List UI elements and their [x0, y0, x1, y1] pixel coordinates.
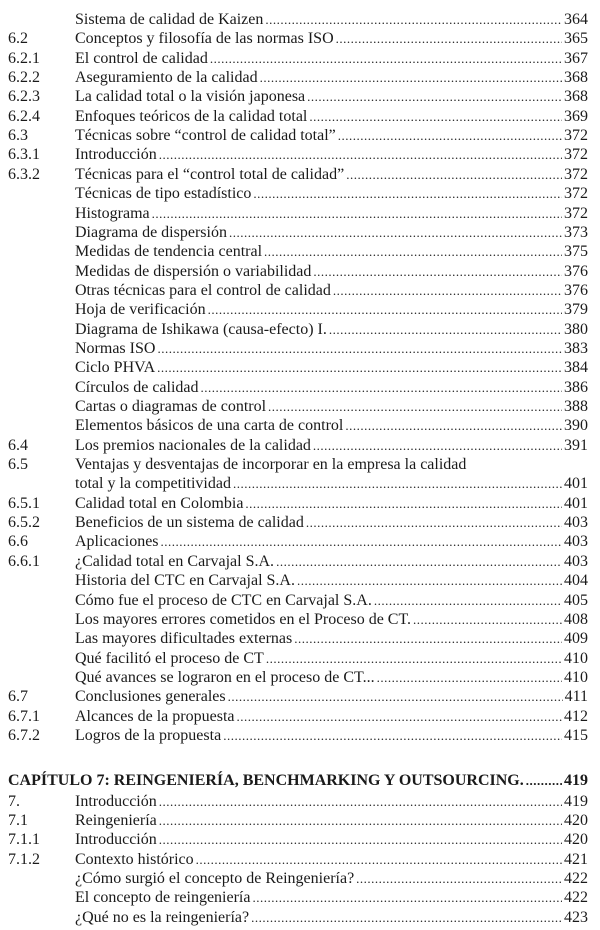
toc-entry [0, 416, 600, 436]
dot-leader [306, 513, 562, 533]
entry-title: El control de calidad [75, 49, 208, 67]
page-number: 403 [564, 552, 588, 570]
entry-title: Aseguramiento de la calidad [75, 69, 258, 87]
page-number: 373 [564, 223, 588, 241]
dot-leader [309, 107, 562, 127]
page-number: 411 [564, 688, 588, 706]
dot-leader [159, 830, 562, 850]
entry-title: CAPÍTULO 7: REINGENIERÍA, BENCHMARKING Y OUTSOURCING. [8, 772, 524, 790]
toc-entry [0, 552, 600, 572]
section-number: 7.1.2 [8, 850, 40, 868]
dot-leader [260, 68, 562, 88]
page-number: 403 [564, 514, 588, 532]
toc-entry [0, 126, 600, 146]
toc-entry [0, 726, 600, 746]
dot-leader [201, 378, 562, 398]
dot-leader [251, 908, 562, 928]
section-number: 6.2.4 [8, 107, 40, 125]
section-number: 6.6 [8, 533, 28, 551]
dot-leader [159, 792, 562, 812]
page-number: 401 [564, 475, 588, 493]
page-number: 372 [564, 185, 588, 203]
page-number: 404 [564, 572, 588, 590]
page-number: 421 [564, 850, 588, 868]
page-number: 369 [564, 107, 588, 125]
entry-title: Diagrama de dispersión [75, 223, 227, 241]
section-number: 6.3.2 [8, 165, 40, 183]
toc-entry [0, 223, 600, 243]
dot-leader [265, 10, 562, 30]
page-number: 368 [564, 69, 588, 87]
entry-title: Introducción [75, 831, 157, 849]
dot-leader [307, 87, 562, 107]
page-number: 412 [564, 707, 588, 725]
toc-entry [0, 145, 600, 165]
dot-leader [333, 281, 562, 301]
toc-entry [0, 830, 600, 850]
entry-title: Logros de la propuesta [75, 726, 222, 744]
dot-leader [294, 629, 562, 649]
toc-entry [0, 610, 600, 630]
page-number: 380 [564, 320, 588, 338]
page-number: 410 [564, 668, 588, 686]
entry-title: Qué avances se lograron en el proceso de CT... [75, 668, 375, 686]
page-number: 419 [564, 772, 588, 790]
toc-entry [0, 792, 600, 812]
dot-leader [233, 474, 562, 494]
toc-entry [0, 10, 600, 30]
dot-leader [245, 494, 562, 514]
section-number: 6.6.1 [8, 552, 40, 570]
entry-title: ¿Calidad total en Carvajal S.A. [75, 552, 275, 570]
entry-title: Histograma [75, 204, 150, 222]
dot-leader [266, 649, 562, 669]
dot-leader [374, 591, 562, 611]
dot-leader [253, 184, 562, 204]
dot-leader [229, 223, 562, 243]
page-number: 408 [564, 610, 588, 628]
entry-title: Reingeniería [75, 812, 157, 829]
toc-entry [0, 811, 600, 831]
page-number: 376 [564, 262, 588, 280]
entry-title: Qué facilitó el proceso de CT [75, 649, 264, 667]
section-number: 7. [8, 792, 20, 810]
toc-entry [0, 908, 600, 928]
page-number: 403 [564, 533, 588, 551]
entry-title: Técnicas de tipo estadístico [75, 185, 252, 203]
entry-title: Los mayores errores cometidos en el Proceso de CT. [75, 610, 412, 628]
entry-title: Conclusiones generales [75, 688, 226, 706]
toc-entry [0, 358, 600, 378]
section-number: 6.2.2 [8, 69, 40, 87]
page-number: 375 [564, 243, 588, 261]
toc-entry [0, 494, 600, 514]
entry-title: Calidad total en Colombia [75, 494, 244, 512]
page-number: 367 [564, 49, 588, 67]
toc-entry [0, 262, 600, 282]
entry-title: Introducción [75, 146, 157, 164]
section-number: 6.7.2 [8, 726, 40, 744]
section-number: 6.4 [8, 436, 28, 454]
dot-leader [297, 571, 562, 591]
section-number: 7.1 [8, 812, 28, 829]
toc-entry [0, 888, 600, 908]
entry-title: Medidas de tendencia central [75, 243, 263, 261]
toc-entry [0, 629, 600, 649]
page-number: 390 [564, 417, 588, 435]
dot-leader [338, 126, 562, 146]
toc-entry [0, 107, 600, 127]
toc-entry [0, 513, 600, 533]
section-number: 6.2.3 [8, 88, 40, 106]
dot-leader [276, 552, 562, 572]
entry-title: Enfoques teóricos de la calidad total [75, 107, 308, 125]
page-number: 401 [564, 494, 588, 512]
entry-title: Hoja de verificación [75, 301, 206, 319]
toc-entry [0, 591, 600, 611]
page-number: 379 [564, 301, 588, 319]
dot-leader [196, 850, 562, 870]
toc-entry [0, 474, 600, 494]
dot-leader [356, 869, 562, 889]
toc-entry [0, 184, 600, 204]
dot-leader [223, 726, 562, 746]
page-number: 405 [564, 591, 588, 609]
chapter-heading [0, 771, 600, 791]
entry-title: Diagrama de Ishikawa (causa-efecto) I. [75, 320, 327, 338]
entry-title: Las mayores dificultades externas [75, 630, 293, 648]
toc-entry [0, 165, 600, 185]
dot-leader [210, 49, 562, 69]
dot-leader [377, 668, 562, 688]
page-number: 386 [564, 378, 588, 396]
entry-title: Técnicas para el “control total de calidad” [75, 165, 345, 183]
toc-entry [0, 707, 600, 727]
page-number: 372 [564, 127, 588, 145]
entry-title: Aplicaciones [75, 533, 159, 551]
entry-title: Beneficios de un sistema de calidad [75, 514, 304, 532]
page-number: 420 [564, 812, 588, 829]
entry-title: Alcances de la propuesta [75, 707, 235, 725]
entry-title: Técnicas sobre “control de calidad total” [75, 127, 336, 145]
page-number: 388 [564, 398, 588, 415]
page-number: 372 [564, 146, 588, 164]
page-number: 420 [564, 831, 588, 849]
toc-entry [0, 378, 600, 398]
toc-entry [0, 339, 600, 359]
entry-title: Sistema de calidad de Kaizen [75, 11, 264, 28]
section-number: 6.7 [8, 688, 28, 706]
entry-title: Contexto histórico [75, 850, 194, 868]
page-number: 368 [564, 88, 588, 106]
toc-entry [0, 49, 600, 69]
page-number: 415 [564, 726, 588, 744]
toc-entry [0, 242, 600, 262]
entry-title: Ventajas y desventajas de incorporar en la empresa la calidad [75, 456, 467, 474]
dot-leader [526, 771, 562, 791]
dot-leader [313, 436, 562, 456]
section-number: 6.5.2 [8, 514, 40, 532]
entry-title: ¿Cómo surgió el concepto de Reingeniería? [75, 870, 355, 888]
dot-leader [329, 320, 562, 340]
page-number: 364 [564, 11, 588, 28]
dot-leader [264, 242, 562, 262]
entry-title: Elementos básicos de una carta de control [75, 417, 344, 435]
page-number: 365 [564, 30, 588, 48]
dot-leader [159, 811, 562, 831]
toc-entry [0, 300, 600, 320]
dot-leader [161, 532, 562, 552]
toc-entry [0, 87, 600, 107]
dot-leader [252, 888, 562, 908]
dot-leader [152, 204, 562, 224]
page-number: 422 [564, 889, 588, 907]
entry-title: Los premios nacionales de la calidad [75, 436, 311, 454]
dot-leader [313, 262, 562, 282]
dot-leader [345, 416, 562, 436]
page-number: 383 [564, 339, 588, 357]
dot-leader [413, 610, 562, 630]
entry-title: Círculos de calidad [75, 378, 199, 396]
entry-title: Normas ISO [75, 339, 156, 357]
entry-title: Conceptos y filosofía de las normas ISO [75, 30, 334, 48]
section-number: 7.1.1 [8, 831, 40, 849]
page-number: 419 [564, 792, 588, 810]
toc-entry [0, 668, 600, 688]
toc-entry [0, 397, 600, 417]
entry-title: Cómo fue el proceso de CTC en Carvajal S.A. [75, 591, 372, 609]
toc-entry [0, 649, 600, 669]
dot-leader [236, 707, 562, 727]
page-number: 372 [564, 204, 588, 222]
section-number: 6.2.1 [8, 49, 40, 67]
toc-entry [0, 532, 600, 552]
dot-leader [208, 300, 562, 320]
dot-leader [346, 165, 562, 185]
toc-entry [0, 436, 600, 456]
dot-leader [157, 339, 562, 359]
toc-entry [0, 850, 600, 870]
page-number: 423 [564, 908, 588, 926]
entry-title: total y la competitividad [75, 475, 231, 493]
dot-leader [336, 29, 562, 49]
toc-entry [0, 687, 600, 707]
dot-leader [228, 687, 563, 707]
toc-entry [0, 68, 600, 88]
page-number: 384 [564, 359, 588, 377]
toc-entry [0, 320, 600, 340]
entry-title: Introducción [75, 792, 157, 810]
page-number: 422 [564, 870, 588, 888]
entry-title: El concepto de reingeniería [75, 889, 251, 907]
entry-title: Cartas o diagramas de control [75, 398, 267, 415]
dot-leader [268, 397, 562, 417]
section-number: 6.7.1 [8, 707, 40, 725]
section-number: 6.2 [8, 30, 28, 48]
entry-title: Otras técnicas para el control de calidad [75, 281, 331, 299]
entry-title: Medidas de dispersión o variabilidad [75, 262, 312, 280]
page-number: 372 [564, 165, 588, 183]
dot-leader [157, 358, 562, 378]
dot-leader [159, 145, 562, 165]
section-number: 6.3 [8, 127, 28, 145]
entry-title: ¿Qué no es la reingeniería? [75, 908, 250, 926]
toc-entry [0, 455, 600, 475]
toc-entry [0, 869, 600, 889]
page-number: 409 [564, 630, 588, 648]
toc-entry [0, 571, 600, 591]
section-number: 6.5.1 [8, 494, 40, 512]
page-number: 391 [564, 436, 588, 454]
toc-entry [0, 29, 600, 49]
entry-title: Ciclo PHVA [75, 359, 156, 377]
toc-entry [0, 204, 600, 224]
section-number: 6.5 [8, 456, 28, 474]
page-number: 376 [564, 281, 588, 299]
page-number: 410 [564, 649, 588, 667]
toc-entry [0, 281, 600, 301]
entry-title: Historia del CTC en Carvajal S.A. [75, 572, 295, 590]
section-number: 6.3.1 [8, 146, 40, 164]
entry-title: La calidad total o la visión japonesa [75, 88, 306, 106]
